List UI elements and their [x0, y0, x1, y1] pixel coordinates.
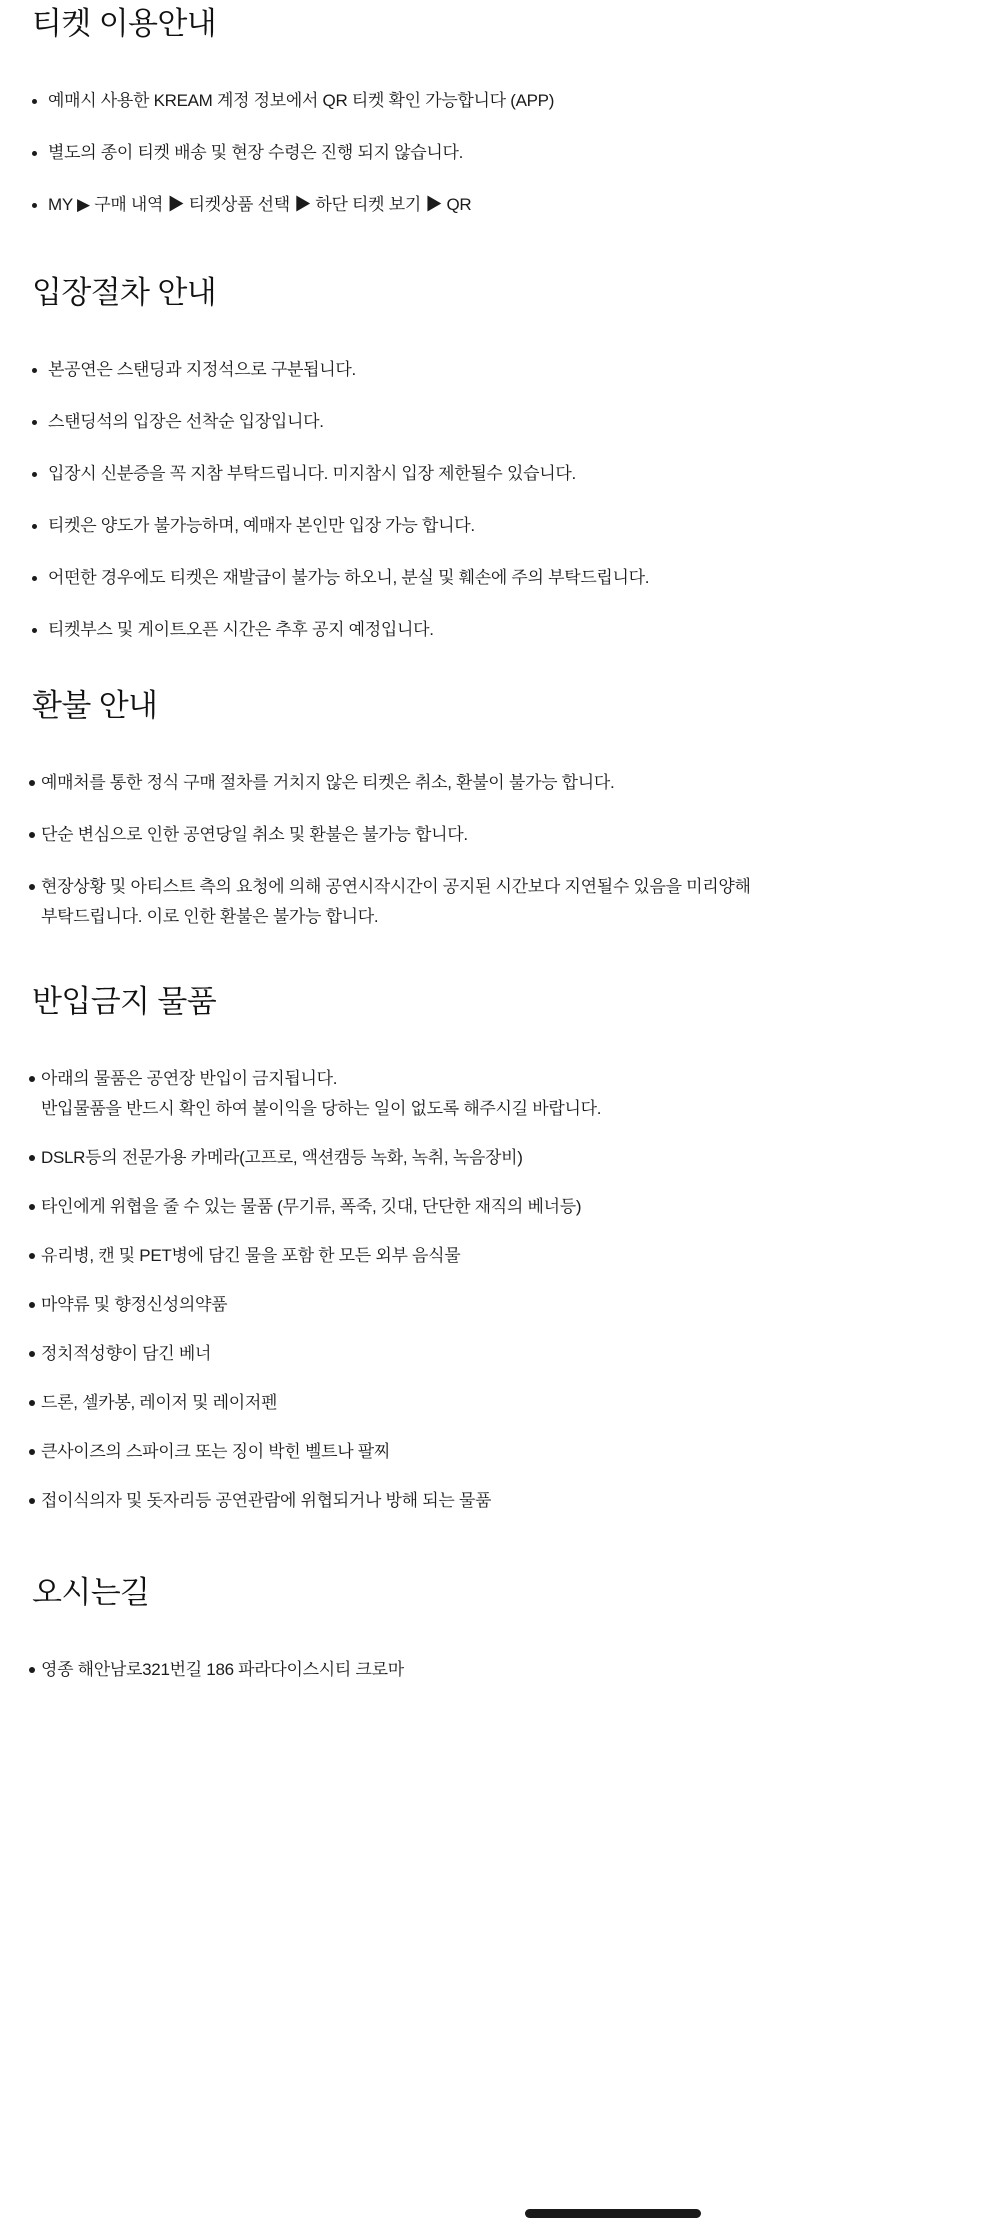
bullet-list — [32, 1064, 960, 1516]
bullet-text-line: 별도의 종이 티켓 배송 및 현장 수령은 진행 되지 않습니다. — [48, 143, 464, 162]
bullet-text-line: 어떤한 경우에도 티켓은 재발급이 불가능 하오니, 분실 및 훼손에 주의 부탁드립니다. — [48, 568, 650, 587]
list-item — [32, 1486, 960, 1516]
bullet-text-line: 유리병, 캔 및 PET병에 담긴 물을 포함 한 모든 외부 음식물 — [41, 1246, 461, 1265]
notice-section — [32, 686, 960, 932]
home-indicator-bar — [525, 2209, 701, 2218]
bullet-text-line: 단순 변심으로 인한 공연당일 취소 및 환불은 불가능 합니다. — [41, 825, 468, 844]
bullet-text-line: 아래의 물품은 공연장 반입이 금지됩니다. — [41, 1069, 338, 1088]
notice-section — [32, 4, 960, 220]
list-item — [32, 138, 960, 168]
list-item — [32, 1064, 960, 1124]
bullet-text-line: MY ▶ 구매 내역 ▶ 티켓상품 선택 ▶ 하단 티켓 보기 ▶ QR — [48, 195, 472, 214]
bullet-text-line: 영종 해안남로321번길 186 파라다이스시티 크로마 — [41, 1660, 404, 1679]
list-item — [32, 355, 960, 385]
bullet-text-line: 예매처를 통한 정식 구매 절차를 거치지 않은 티켓은 취소, 환불이 불가능 합니다. — [41, 773, 615, 792]
bullet-list — [32, 355, 960, 645]
section-title: 환불 안내 — [32, 688, 158, 723]
bullet-text-line: 타인에게 위협을 줄 수 있는 물품 (무기류, 폭죽, 깃대, 단단한 재직의 베너등) — [41, 1197, 582, 1216]
bullet-text-line: 큰사이즈의 스파이크 또는 징이 박힌 벨트나 팔찌 — [41, 1442, 390, 1461]
list-item — [32, 86, 960, 116]
list-item — [32, 1241, 960, 1271]
bullet-text-line: 반입물품을 반드시 확인 하여 불이익을 당하는 일이 없도록 해주시길 바랍니다. — [41, 1099, 602, 1118]
list-item — [32, 820, 960, 850]
list-item — [32, 1290, 960, 1320]
bullet-text-line: 정치적성향이 담긴 베너 — [41, 1344, 212, 1363]
list-item — [32, 511, 960, 541]
bullet-text-line: 마약류 및 향정신성의약품 — [41, 1295, 228, 1314]
notice-section — [32, 273, 960, 645]
list-item — [32, 615, 960, 645]
list-item — [32, 563, 960, 593]
list-item — [32, 1143, 960, 1173]
bullet-text-line: 현장상황 및 아티스트 측의 요청에 의해 공연시작시간이 공지된 시간보다 지연될수 있음을 미리양해 — [41, 877, 751, 896]
notice-section — [32, 1573, 960, 1685]
section-title: 오시는길 — [32, 1575, 150, 1610]
list-item — [32, 407, 960, 437]
bullet-text-line: 티켓부스 및 게이트오픈 시간은 추후 공지 예정입니다. — [48, 620, 434, 639]
bullet-text-line: 접이식의자 및 돗자리등 공연관람에 위협되거나 방해 되는 물품 — [41, 1491, 492, 1510]
bullet-list — [32, 86, 960, 220]
bullet-text-line: 입장시 신분증을 꼭 지참 부탁드립니다. 미지참시 입장 제한될수 있습니다. — [48, 464, 576, 483]
list-item — [32, 1388, 960, 1418]
list-item — [32, 190, 960, 220]
bullet-text-line: 부탁드립니다. 이로 인한 환불은 불가능 합니다. — [41, 907, 379, 926]
section-title: 반입금지 물품 — [32, 984, 217, 1019]
list-item — [32, 1339, 960, 1369]
bullet-text-line: 본공연은 스탠딩과 지정석으로 구분됩니다. — [48, 360, 356, 379]
section-title: 티켓 이용안내 — [32, 6, 217, 41]
bullet-text-line: 티켓은 양도가 불가능하며, 예매자 본인만 입장 가능 합니다. — [48, 516, 475, 535]
section-title: 입장절차 안내 — [32, 275, 217, 310]
list-item — [32, 1437, 960, 1467]
bullet-text-line: 예매시 사용한 KREAM 계정 정보에서 QR 티켓 확인 가능합니다 (APP) — [48, 91, 555, 110]
bullet-text-line: 드론, 셀카봉, 레이저 및 레이저펜 — [41, 1393, 278, 1412]
bullet-list — [32, 1655, 960, 1685]
list-item — [32, 768, 960, 798]
list-item — [32, 459, 960, 489]
list-item — [32, 1192, 960, 1222]
bullet-text-line: 스탠딩석의 입장은 선착순 입장입니다. — [48, 412, 324, 431]
bullet-list — [32, 768, 960, 932]
notice-section — [32, 982, 960, 1516]
bullet-text-line: DSLR등의 전문가용 카메라(고프로, 액션캠등 녹화, 녹취, 녹음장비) — [41, 1148, 523, 1167]
list-item — [32, 872, 960, 932]
list-item — [32, 1655, 960, 1685]
